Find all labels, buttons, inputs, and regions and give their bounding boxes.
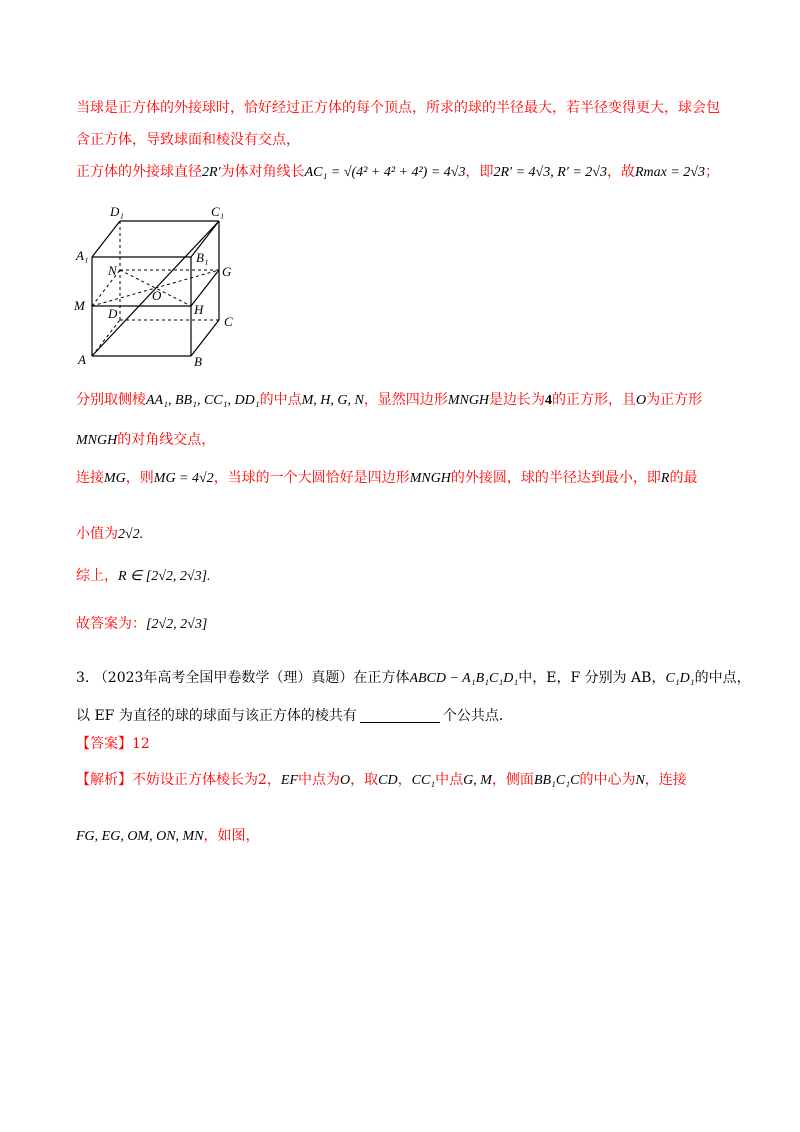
formula: AA₁, BB₁, CC₁, DD₁	[146, 393, 260, 408]
cube-figure	[70, 200, 250, 370]
solution-text-line-1: 当球是正方体的外接球时，恰好经过正方体的每个顶点，所求的球的半径最大，若半径变得更大，球会包	[76, 100, 720, 116]
answer-summary: 故答案为：[2√2, 2√3]	[76, 616, 208, 632]
answer-value: 12	[132, 736, 150, 752]
analysis-label: 【解析】	[76, 772, 132, 788]
formula: M, H, G, N	[301, 393, 364, 408]
formula: AC₁ = √(4² + 4² + 4²) = 4√3	[304, 165, 466, 180]
formula: MNGH	[447, 393, 490, 408]
solution-text-line-3: 正方体的外接球直径2R′为体对角线长AC₁ = √(4² + 4² + 4²) = 4√3，即2R′ = 4√3, R′ = 2√3，故Rmax = 2√3；	[76, 164, 719, 180]
solution-text-line-7: 小值为2√2.	[76, 526, 144, 542]
segment-HG	[191, 270, 219, 306]
formula: CD	[378, 773, 398, 788]
formula: BB₁C₁C	[533, 773, 580, 788]
analysis-line-1: 【解析】不妨设正方体棱长为2，EF中点为O，取CD，CC₁中点G, M，侧面BB₁C₁C的中心为N，连接	[76, 772, 687, 788]
formula: O	[340, 773, 351, 788]
label-A: A	[78, 352, 86, 367]
label-H: H	[194, 302, 204, 317]
label-M: M	[74, 298, 85, 313]
label-D: D	[108, 306, 118, 321]
answer-line	[76, 734, 150, 754]
formula: R ∈ [2√2, 2√3]	[118, 569, 208, 584]
edge-AD	[92, 320, 120, 356]
formula: MG	[104, 471, 126, 486]
formula: CC₁	[411, 773, 436, 788]
formula: O	[636, 393, 647, 408]
label-B: B	[194, 354, 202, 369]
formula: R	[660, 471, 670, 486]
label-N: N	[108, 263, 117, 278]
answer-label: 【答案】	[76, 736, 132, 752]
solution-text-line-5: MNGH的对角线交点，	[76, 432, 216, 448]
formula: MG = 4√2	[153, 471, 214, 486]
solution-text-line-4: 分别取侧棱AA₁, BB₁, CC₁, DD₁的中点M, H, G, N，显然四边形MNGH是边长为4的正方形，且O为正方形	[76, 392, 703, 408]
formula: Rmax = 2√3	[634, 165, 705, 180]
formula: 2√2	[118, 527, 140, 542]
label-O: O	[152, 288, 162, 303]
formula: ABCD − A₁B₁C₁D₁	[409, 671, 519, 686]
question-3-line-2: 以 EF 为直径的球的球面与该正方体的棱共有 个公共点.	[76, 708, 504, 724]
label-A1: A₁	[76, 248, 89, 263]
solution-text-line-6: 连接MG，则MG = 4√2，当球的一个大圆恰好是四边形MNGH的外接圆，球的半径达到最小，即R的最	[76, 470, 698, 486]
formula: 2R′ = 4√3, R′ = 2√3	[493, 165, 607, 180]
formula: MNGH	[76, 433, 118, 448]
formula: FG, EG, OM, ON, MN	[76, 829, 204, 844]
formula: G, M	[463, 773, 492, 788]
analysis-line-2: FG, EG, OM, ON, MN，如图，	[76, 828, 260, 844]
question-3-line-1: 3. （2023年高考全国甲卷数学（理）真题）在正方体ABCD − A₁B₁C₁D₁中，E，F 分别为 AB，C₁D₁的中点，	[76, 670, 751, 686]
formula: EF	[280, 773, 299, 788]
label-D1: D₁	[110, 204, 124, 219]
label-B1: B₁	[196, 250, 209, 265]
solution-text-line-8: 综上，R ∈ [2√2, 2√3].	[76, 568, 211, 584]
answer-blank	[360, 708, 440, 723]
label-G: G	[222, 264, 232, 279]
label-C: C	[224, 314, 233, 329]
formula: C₁D₁	[665, 671, 695, 686]
formula: [2√2, 2√3]	[146, 617, 208, 632]
formula: 2R′	[202, 165, 221, 180]
edge-BC	[191, 320, 219, 356]
formula: MNGH	[409, 471, 451, 486]
formula: N	[635, 773, 645, 788]
formula: 4	[545, 393, 553, 408]
label-C1: C₁	[211, 204, 225, 219]
solution-text-line-2: 含正方体，导致球面和棱没有交点，	[76, 132, 300, 148]
edge-A1D1	[92, 221, 120, 257]
